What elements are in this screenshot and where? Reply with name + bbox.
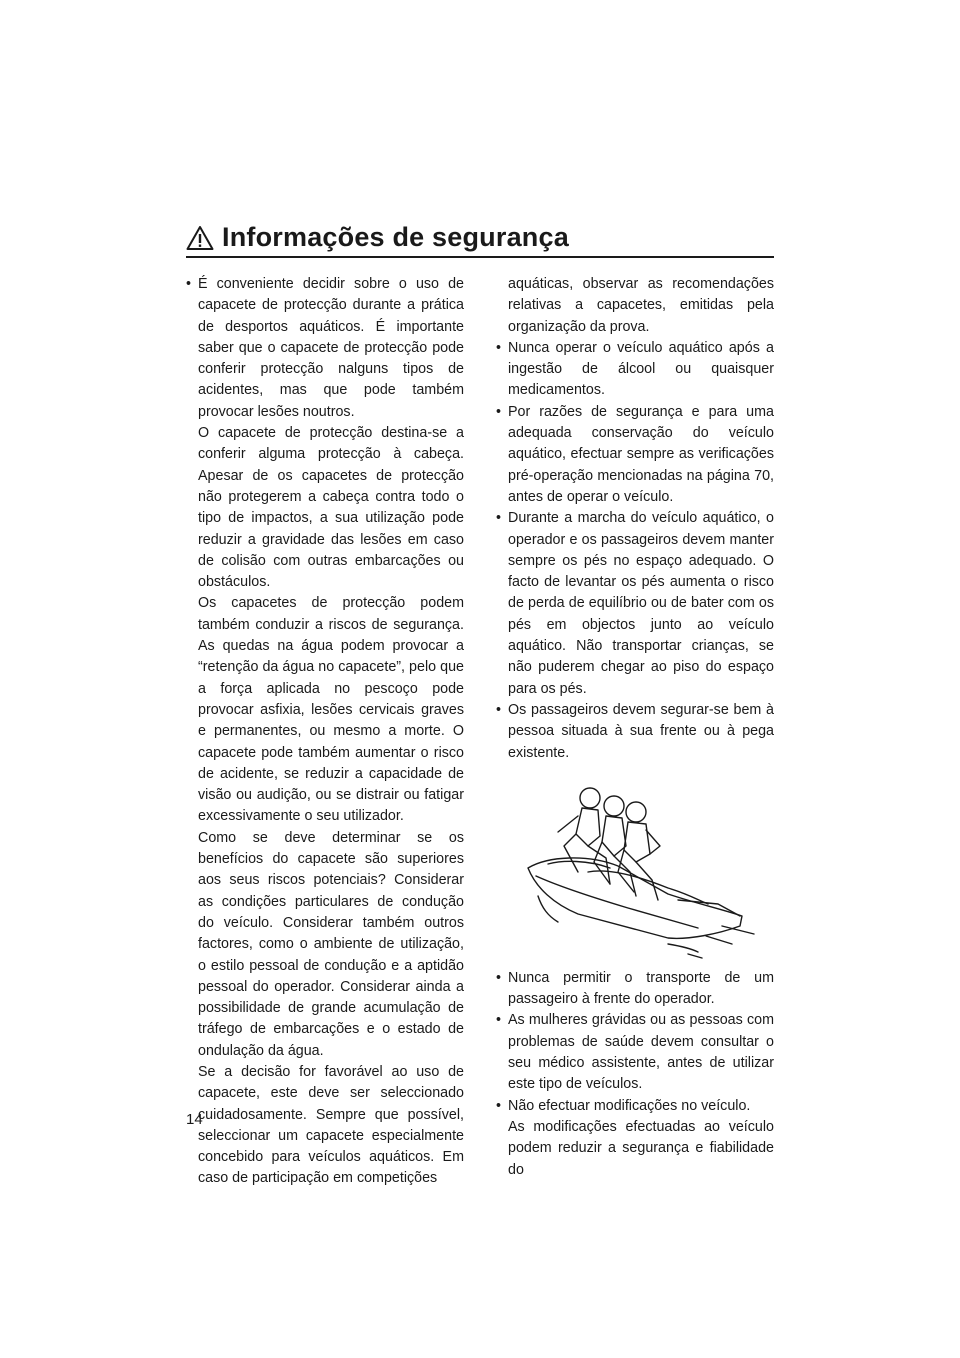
bullet-pregnant-women: • As mulheres grávidas ou as pessoas com problemas de saúde devem consultar o seu médico assistente, antes de utilizar este tipo de veículos. xyxy=(496,1010,774,1095)
header-rule xyxy=(186,256,774,258)
warning-triangle-icon xyxy=(186,225,214,251)
bullet-no-front-passenger: • Nunca permitir o transporte de um passageiro à frente do operador. xyxy=(496,968,774,1011)
paragraph-modifications: As modificações efectuadas ao veículo podem reduzir a segurança e fiabilidade do xyxy=(508,1118,774,1178)
page-header xyxy=(186,222,569,253)
bullet-pre-operation: • Por razões de segurança e para uma adequada conservação do veículo aquático, efectuar sempre as verificações pré-operação mencionadas na página 70, antes de operar o veículo. xyxy=(496,402,774,508)
paragraph-helmet-selection: Se a decisão for favorável ao uso de capacete, este deve ser seleccionado cuidadosamente. Sempre que possível, seleccionar um capacete especialmente concebido para veículos aquáticos. Em caso de participação em competições xyxy=(198,1063,464,1187)
paragraph-helmet-risks: Os capacetes de protecção podem também conduzir a riscos de segurança. As quedas na água podem provocar a “retenção da água no capacete”, pelo que a força aplicada no pescoço pode provocar asfixia, lesões cervicais graves e permanentes, ou mesmo a morte. O capacete pode também aumentar o risco de acidente, se reduzir a capacidade de visão ou audição, ou se distrair ou fatigar excessivamente o seu utilizador. xyxy=(198,595,464,825)
left-column xyxy=(186,274,464,1190)
paragraph-continuation: aquáticas, observar as recomendações relativas a capacetes, emitidas pela organização da prova. xyxy=(508,276,774,335)
watercraft-illustration xyxy=(496,776,774,960)
page-title: Informações de segurança xyxy=(222,222,569,252)
watercraft-riders-image xyxy=(518,776,758,960)
bullet-passengers-hold: • Os passageiros devem segurar-se bem à pessoa situada à sua frente ou à pega existente. xyxy=(496,700,774,764)
page-number: 14 xyxy=(186,1111,203,1128)
paragraph-helmet-benefits: Como se deve determinar se os benefícios do capacete são superiores aos seus riscos potenciais? Considerar as condições particulares de condução do veículo. Considerar também outros factores, como o ambiente de utilização, o estilo pessoal de condução e a aptidão pessoal do operador. Considerar ainda a possibilidade de grande acumulação de tráfego de embarcações e o estado de ondulação da água. xyxy=(198,829,464,1059)
paragraph-helmet-protection: O capacete de protecção destina-se a conferir alguma protecção à cabeça. Apesar de os capacetes de protecção não protegerem a cabeça contra todo o tipo de impactos, a sua utilização pode reduzir a gravidade das lesões em caso de colisão com outras embarcações ou obstáculos. xyxy=(198,425,464,591)
right-column xyxy=(496,274,774,1181)
bullet-helmet: • É conveniente decidir sobre o uso de capacete de protecção durante a prática de desportos aquáticos. É importante saber que o capacete de protecção pode conferir protecção nalguns tipos de acidentes, mas que pode também provocar lesões noutros. xyxy=(186,274,464,423)
bullet-no-modifications: • Não efectuar modificações no veículo. xyxy=(496,1096,774,1117)
bullet-feet: • Durante a marcha do veículo aquático, o operador e os passageiros devem manter sempre os pés no espaço adequado. O facto de levantar os pés aumenta o risco de perda de equilíbrio ou de bater com os pés em objectos junto ao veículo aquático. Não transportar crianças, se não puderem chegar ao piso do espaço para os pés. xyxy=(496,508,774,700)
bullet-alcohol: • Nunca operar o veículo aquático após a ingestão de álcool ou quaisquer medicamentos. xyxy=(496,338,774,402)
